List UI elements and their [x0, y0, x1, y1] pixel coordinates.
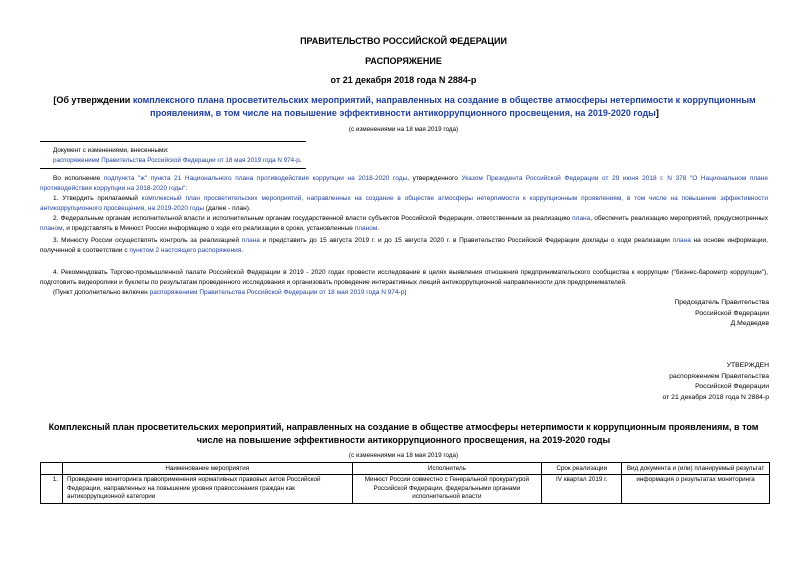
p3-text-b: и представить до 15 августа 2019 г. и до 15 августа 2020 г. в Правительство Российской Федерации доклады о ходе реализации — [259, 237, 673, 244]
approved-block — [663, 361, 769, 403]
approved-country: Российской Федерации — [695, 383, 769, 391]
paragraph-3 — [40, 236, 768, 255]
title-close: ] — [655, 107, 659, 118]
paragraph-2 — [40, 214, 768, 233]
plan-table — [40, 462, 770, 504]
plan-title: Комплексный план просветительских мероприятий, направленных на создание в обществе атмосферы нетерпимости к коррупционным проявлениям, в том числе на повышение эффективности антикоррупционного просвещения, на 2019-2020 годы — [48, 422, 759, 445]
signature-position: Председатель Правительства — [674, 299, 769, 306]
document-type: РАСПОРЯЖЕНИЕ — [365, 56, 442, 66]
preamble-paragraph — [40, 174, 768, 193]
amendments-label: Документ с изменениями, внесенными: — [53, 147, 169, 154]
col-number — [41, 463, 63, 475]
signature-name: Д.Медведев — [730, 320, 769, 328]
table-header-row — [41, 463, 770, 475]
signature-country: Российской Федерации — [695, 309, 769, 317]
plan-link-p2c[interactable]: планом — [354, 224, 378, 232]
row-executor: Минюст России совместно с Генеральной прокуратурой Российской Федерации, федеральными органами исполнительной власти — [352, 475, 542, 504]
paragraph-4: 4. Рекомендовать Торгово-промышленной палате Российской Федерации в 2019 - 2020 годах провести исследование в целях выявления отношения предпринимательского сообщества к коррупции ("бизнес-барометр коррупции"), подготовить видеоролики и буклеты по результатам проведенного исследования и организовать проведение интерактивных лекций антикоррупционной направленности для предпринимателей. — [40, 269, 768, 286]
approved-label: УТВЕРЖДЕН — [726, 362, 769, 369]
p2-text-d: . — [377, 224, 380, 232]
paragraph-1 — [40, 194, 768, 213]
government-heading: ПРАВИТЕЛЬСТВО РОССИЙСКОЙ ФЕДЕРАЦИИ — [300, 36, 507, 46]
p0-text-c: : — [185, 184, 188, 192]
document-date-number: от 21 декабря 2018 года N 2884-р — [330, 75, 477, 85]
document-title — [52, 94, 757, 119]
clause-2-link[interactable]: пунктом 2 настоящего распоряжения — [129, 246, 242, 254]
divider-bottom — [40, 168, 306, 169]
plan-link-p2b[interactable]: планом — [40, 224, 63, 232]
title-plan-link[interactable]: комплексного плана просветительских мероприятий, направленных на создание в обществе атмосферы нетерпимости к коррупционным проявлениям, в том числе на повышение эффективности антикоррупционного просвещения, на 2019-2020 годы — [132, 95, 756, 118]
row-result: информация о результатах мониторинга — [622, 475, 770, 504]
approved-date: от 21 декабря 2018 года N 2884-р — [662, 393, 769, 401]
p4-note-text-b: ) — [404, 289, 407, 296]
col-term: Срок реализации — [542, 463, 622, 475]
table-row — [41, 475, 770, 504]
col-executor: Исполнитель — [352, 463, 542, 475]
p1-text-a: 1. Утвердить прилагаемый — [53, 195, 142, 202]
plan-link-p2a[interactable]: плана — [572, 215, 591, 222]
p1-text-b: (далее - план). — [204, 204, 251, 212]
col-result: Вид документа и (или) планируемый результат — [622, 463, 770, 475]
national-plan-link[interactable]: подпункта "ж" пункта 21 Национального плана противодействия коррупции на 2018-2020 годы — [103, 175, 408, 182]
p4-note-text-a: (Пункт дополнительно включен — [53, 289, 150, 296]
plan-link-p3b[interactable]: плана — [672, 237, 691, 244]
header-changes-note: (с изменениями на 18 мая 2019 года) — [348, 126, 459, 133]
signature-block — [674, 298, 769, 330]
p3-text-a: 3. Минюсту России осуществлять контроль за реализацией — [53, 237, 242, 244]
row-number: 1. — [41, 475, 63, 504]
paragraph-4-note — [40, 288, 768, 298]
amendments-entry — [53, 156, 302, 165]
title-open: [Об утверждении — [53, 95, 133, 105]
amendment-tail: . — [299, 157, 302, 164]
approved-by: распоряжением Правительства — [669, 372, 769, 380]
amendment-link-p4[interactable]: распоряжением Правительства Российской Федерации от 18 мая 2019 года N 974-р — [149, 289, 405, 296]
divider-top — [40, 141, 306, 142]
p3-text-d: . — [241, 246, 244, 254]
p0-text-b: , утвержденного — [407, 175, 462, 182]
p2-text-b: , обеспечить реализацию мероприятий, предусмотренных — [590, 215, 768, 222]
col-name: Наименование мероприятия — [62, 463, 352, 475]
presidential-decree-link[interactable]: Указом Президента Российской Федерации от 29 июня 2018 г. N 378 "О Национальном плане противодействия коррупции на 2018-2020 годы" — [40, 175, 768, 192]
plan-link-p1[interactable]: комплексный план просветительских мероприятий, направленных на создание в обществе атмосферы нетерпимости к коррупционным проявлениям, в том числе на повышение эффективности антикоррупционного просвещения, на 2019-2020 годы — [40, 195, 768, 212]
plan-changes-note: (с изменениями на 18 мая 2019 года) — [348, 452, 459, 459]
amendment-link[interactable]: распоряжением Правительства Российской Федерации от 18 мая 2019 года N 974-р — [53, 157, 300, 164]
row-name: Проведение мониторинга правоприменения нормативных правовых актов Российской Федерации, направленных на повышение уровня правосознания граждан как антикоррупционной категории — [62, 475, 352, 504]
plan-link-p3a[interactable]: плана — [241, 237, 260, 244]
p2-text-c: , и представлять в Минюст России информацию о ходе его реализации в сроки, установленные — [62, 224, 355, 232]
p2-text-a: 2. Федеральным органам исполнительной власти и исполнительным органам государственной власти субъектов Российской Федерации, ответственным за реализацию — [53, 215, 573, 222]
row-term: IV квартал 2019 г. — [542, 475, 622, 504]
p3-text-c: на основе информации, полученной в соответствии с — [40, 237, 768, 254]
p0-text-a: Во исполнение — [53, 175, 104, 182]
